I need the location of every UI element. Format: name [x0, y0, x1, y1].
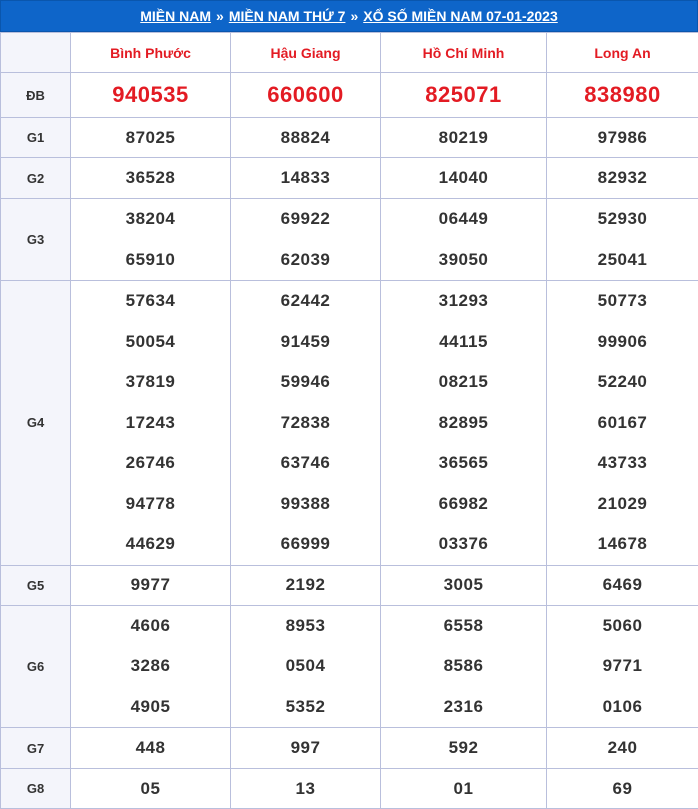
- prize-cell: [71, 281, 231, 566]
- prize-cell: [547, 73, 698, 118]
- prize-cell: [547, 281, 698, 566]
- corner-cell: [1, 33, 71, 73]
- prize-label: G8: [1, 769, 71, 809]
- prize-number: 14678: [597, 534, 648, 553]
- prize-number: 66982: [438, 493, 489, 513]
- prize-cell: [71, 605, 231, 728]
- breadcrumb-link-mien-nam[interactable]: MIỀN NAM: [140, 8, 212, 24]
- prize-cell: [381, 605, 547, 728]
- prize-number: 9977: [130, 575, 171, 594]
- prize-number: 52240: [597, 372, 648, 391]
- prize-cell: [231, 565, 381, 605]
- prize-number: 36565: [438, 453, 489, 472]
- prize-number: 9771: [602, 656, 643, 675]
- prize-number: 82932: [597, 168, 648, 187]
- prize-cell: [381, 565, 547, 605]
- prize-number: 66999: [280, 534, 331, 553]
- prize-number: 36528: [125, 168, 176, 187]
- prize-cell: [547, 118, 698, 158]
- prize-row: [1, 565, 698, 605]
- special-prize-number: 660600: [267, 82, 344, 107]
- prize-number: 5352: [285, 696, 326, 716]
- prize-number: 91459: [280, 331, 331, 351]
- prize-number: 14833: [280, 168, 331, 187]
- prize-cell: [231, 728, 381, 769]
- prize-number: 31293: [438, 291, 489, 310]
- prize-cell: [71, 73, 231, 118]
- prize-number: 2192: [285, 575, 326, 594]
- prize-number: 6558: [443, 615, 484, 635]
- prize-cell: [381, 769, 547, 809]
- prize-cell: [231, 199, 381, 281]
- prize-number: 65910: [125, 249, 176, 269]
- prize-number: 13: [295, 778, 316, 798]
- prize-number: 448: [135, 738, 166, 757]
- prize-number: 8586: [443, 656, 484, 675]
- prize-number: 99388: [280, 493, 331, 513]
- prize-number: 94778: [125, 493, 176, 513]
- prize-number: 4905: [130, 696, 171, 716]
- prize-row: [1, 281, 698, 566]
- prize-cell: [547, 158, 698, 199]
- prize-row: [1, 769, 698, 809]
- prize-number: 59946: [280, 372, 331, 391]
- prize-number: 17243: [125, 412, 176, 432]
- prize-cell: [547, 769, 698, 809]
- prize-number: 88824: [280, 127, 331, 147]
- prize-cell: [71, 158, 231, 199]
- prize-number: 43733: [597, 453, 648, 472]
- prize-number: 57634: [125, 291, 176, 310]
- province-header-row: [1, 33, 698, 73]
- results-table: [0, 32, 698, 809]
- breadcrumb-separator: »: [350, 8, 359, 24]
- prize-number: 97986: [597, 127, 648, 147]
- prize-number: 05: [140, 778, 161, 798]
- prize-label: G7: [1, 728, 71, 769]
- prize-number: 62039: [280, 249, 331, 269]
- prize-cell: [381, 118, 547, 158]
- prize-cell: [231, 281, 381, 566]
- prize-number: 87025: [125, 127, 176, 147]
- prize-cell: [71, 769, 231, 809]
- prize-cell: [231, 118, 381, 158]
- prize-number: 37819: [125, 372, 176, 391]
- prize-rows: [1, 73, 698, 809]
- special-prize-number: 825071: [425, 82, 502, 107]
- prize-number: 69922: [280, 209, 331, 228]
- prize-cell: [231, 158, 381, 199]
- province-name: Long An: [547, 33, 698, 73]
- prize-row: [1, 605, 698, 728]
- prize-number: 01: [453, 778, 474, 798]
- prize-row: [1, 73, 698, 118]
- province-name: Hậu Giang: [231, 33, 381, 73]
- prize-number: 21029: [597, 493, 648, 513]
- prize-cell: [381, 158, 547, 199]
- prize-cell: [381, 199, 547, 281]
- prize-number: 0504: [285, 656, 326, 675]
- prize-label: G5: [1, 565, 71, 605]
- prize-row: [1, 158, 698, 199]
- prize-label: G3: [1, 199, 71, 281]
- prize-number: 3286: [130, 656, 171, 675]
- breadcrumb-separator: »: [216, 8, 224, 24]
- prize-row: [1, 118, 698, 158]
- breadcrumb-link-xo-so-date[interactable]: XỔ SỐ MIỀN NAM 07-01-2023: [363, 8, 558, 24]
- prize-number: 25041: [597, 249, 648, 269]
- special-prize-number: 838980: [584, 82, 661, 107]
- prize-row: [1, 728, 698, 769]
- province-name: Bình Phước: [71, 33, 231, 73]
- prize-cell: [231, 605, 381, 728]
- prize-number: 99906: [597, 331, 648, 351]
- prize-cell: [71, 728, 231, 769]
- breadcrumb-link-mien-nam-thu-7[interactable]: MIỀN NAM THỨ 7: [228, 8, 346, 24]
- prize-number: 8953: [285, 615, 326, 635]
- prize-number: 39050: [438, 249, 489, 269]
- prize-number: 4606: [130, 615, 171, 635]
- prize-cell: [547, 199, 698, 281]
- prize-number: 50773: [597, 291, 648, 310]
- prize-row: [1, 199, 698, 281]
- prize-number: 80219: [438, 127, 489, 147]
- prize-number: 240: [607, 738, 638, 757]
- prize-number: 08215: [438, 372, 489, 391]
- prize-cell: [71, 565, 231, 605]
- prize-label: G6: [1, 605, 71, 728]
- prize-number: 5060: [602, 615, 643, 635]
- prize-number: 38204: [125, 209, 176, 228]
- prize-label: G1: [1, 118, 71, 158]
- special-prize-number: 940535: [112, 82, 189, 107]
- prize-label: ĐB: [1, 73, 71, 118]
- prize-cell: [71, 199, 231, 281]
- prize-number: 52930: [597, 209, 648, 228]
- prize-cell: [547, 605, 698, 728]
- prize-number: 03376: [438, 534, 489, 553]
- prize-number: 44629: [125, 534, 176, 553]
- prize-number: 60167: [597, 412, 648, 432]
- prize-number: 63746: [280, 453, 331, 472]
- prize-number: 62442: [280, 291, 331, 310]
- prize-cell: [231, 769, 381, 809]
- prize-number: 592: [448, 738, 479, 757]
- prize-cell: [381, 73, 547, 118]
- prize-number: 14040: [438, 168, 489, 187]
- prize-number: 997: [290, 738, 321, 757]
- prize-number: 3005: [443, 575, 484, 594]
- prize-label: G2: [1, 158, 71, 199]
- breadcrumb: [0, 0, 698, 32]
- prize-number: 44115: [439, 331, 488, 351]
- prize-number: 69: [612, 778, 633, 798]
- prize-cell: [231, 73, 381, 118]
- prize-number: 2316: [443, 696, 484, 716]
- prize-number: 82895: [438, 412, 489, 432]
- prize-cell: [547, 728, 698, 769]
- prize-label: G4: [1, 281, 71, 566]
- prize-number: 0106: [602, 696, 643, 716]
- province-name: Hồ Chí Minh: [381, 33, 547, 73]
- prize-cell: [381, 728, 547, 769]
- prize-cell: [547, 565, 698, 605]
- prize-number: 26746: [125, 453, 176, 472]
- prize-cell: [71, 118, 231, 158]
- prize-number: 50054: [125, 331, 176, 351]
- prize-number: 72838: [280, 412, 331, 432]
- prize-number: 6469: [602, 575, 643, 594]
- prize-cell: [381, 281, 547, 566]
- prize-number: 06449: [438, 209, 489, 228]
